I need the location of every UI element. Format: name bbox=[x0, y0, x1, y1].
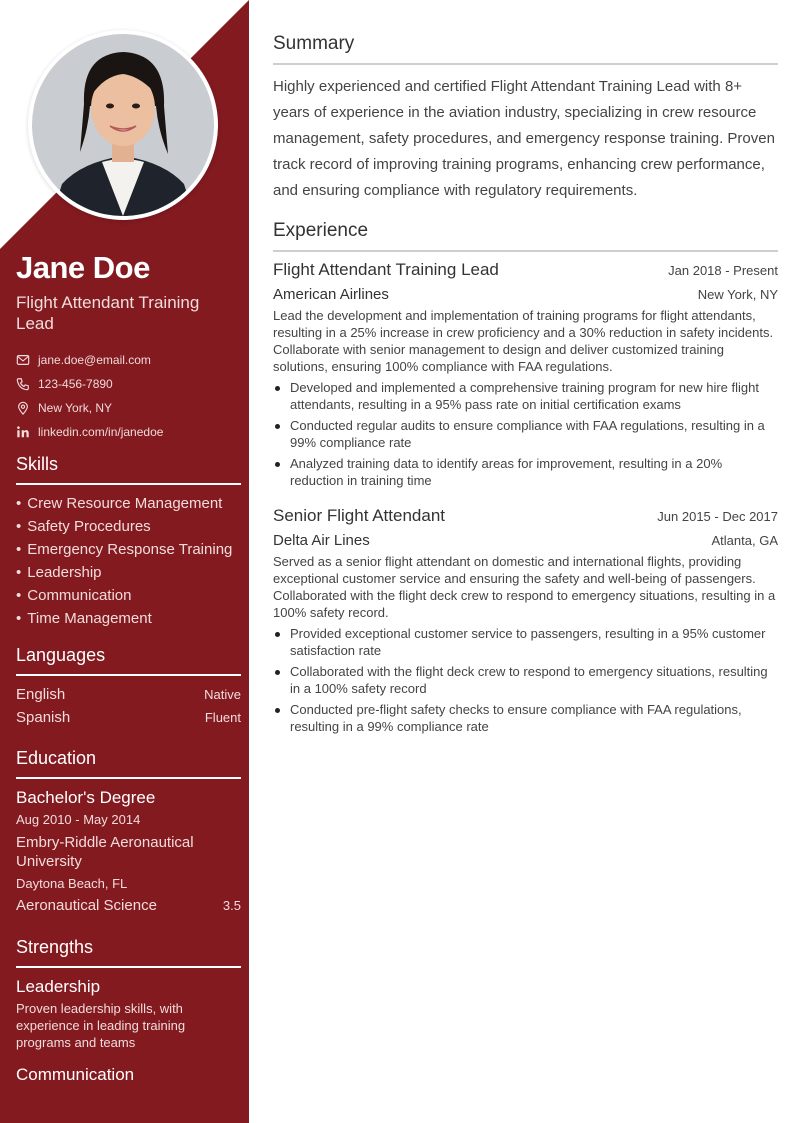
job-company: Delta Air Lines bbox=[273, 532, 370, 549]
skills-heading: Skills bbox=[16, 454, 241, 485]
job-location: New York, NY bbox=[697, 287, 778, 302]
contact-email[interactable] bbox=[16, 348, 241, 372]
job-description: Lead the development and implementation of training programs for flight attendants, resulting in a 25% increase in crew proficiency and a 30% reduction in safety incidents. Collaborate with senior management to design and deliver customized training solutions, ensuring 100% compliance with FAA regulations. bbox=[273, 308, 774, 374]
contact-email-text: jane.doe@email.com bbox=[38, 353, 151, 367]
contact-linkedin-text: linkedin.com/in/janedoe bbox=[38, 425, 164, 439]
education-location: Daytona Beach, FL bbox=[16, 876, 128, 891]
linkedin-icon bbox=[16, 425, 30, 439]
contact-linkedin[interactable] bbox=[16, 420, 241, 444]
phone-icon bbox=[16, 377, 30, 391]
contact-location-text: New York, NY bbox=[38, 401, 113, 415]
strength-description: Proven leadership skills, with experience in leading training programs and teams bbox=[16, 1001, 186, 1050]
skills-list bbox=[16, 492, 241, 630]
skill-item: • Emergency Response Training bbox=[16, 538, 241, 561]
education-field: Aeronautical Science bbox=[16, 897, 157, 914]
job-dates: Jan 2018 - Present bbox=[668, 263, 778, 278]
sidebar bbox=[0, 0, 249, 1123]
job-bullet: Collaborated with the flight deck crew to respond to emergency situations, resulting in a 100% safety record bbox=[273, 663, 778, 697]
job-bullet: Conducted regular audits to ensure compliance with FAA regulations, resulting in a 99% compliance rate bbox=[273, 417, 778, 451]
job-title: Senior Flight Attendant bbox=[273, 506, 446, 525]
job-title: Flight Attendant Training Lead bbox=[273, 260, 499, 279]
skill-item: • Crew Resource Management bbox=[16, 492, 241, 515]
language-name: Spanish bbox=[16, 709, 71, 726]
profile-photo bbox=[28, 30, 218, 220]
contact-location bbox=[16, 396, 241, 420]
skill-item: • Safety Procedures bbox=[16, 515, 241, 538]
job-location: Atlanta, GA bbox=[711, 533, 778, 548]
candidate-title: Flight Attendant Training Lead bbox=[16, 293, 200, 333]
job-description: Served as a senior flight attendant on domestic and international flights, providing exceptional customer service and ensuring the safety and well-being of passengers. Collaborated with the flight deck crew to respond to emergency situations, resulting in a 100% safety record. bbox=[273, 554, 776, 620]
job-bullets bbox=[273, 625, 778, 735]
education-heading: Education bbox=[16, 748, 241, 779]
language-row bbox=[16, 683, 241, 706]
experience-heading: Experience bbox=[273, 220, 778, 252]
summary-heading: Summary bbox=[273, 33, 778, 65]
skill-item: • Leadership bbox=[16, 561, 241, 584]
education-school: Embry-Riddle Aeronautical University bbox=[16, 834, 194, 870]
education-degree: Bachelor's Degree bbox=[16, 788, 156, 807]
strength-title: Communication bbox=[16, 1065, 135, 1084]
contact-info bbox=[16, 348, 241, 444]
experience-entry bbox=[273, 259, 778, 493]
contact-phone[interactable] bbox=[16, 372, 241, 396]
job-bullet: Developed and implemented a comprehensive training program for new hire flight attendants, resulting in a 95% pass rate on initial certification exams bbox=[273, 379, 778, 413]
language-name: English bbox=[16, 686, 66, 703]
skill-item: • Time Management bbox=[16, 607, 241, 630]
languages-heading: Languages bbox=[16, 645, 241, 676]
job-dates: Jun 2015 - Dec 2017 bbox=[657, 509, 778, 524]
strength-title: Leadership bbox=[16, 977, 101, 996]
skill-item: • Communication bbox=[16, 584, 241, 607]
language-row bbox=[16, 706, 241, 729]
job-bullet: Conducted pre-flight safety checks to ensure compliance with FAA regulations, resulting in a 99% compliance rate bbox=[273, 701, 778, 735]
education-entry bbox=[16, 787, 241, 917]
job-bullets bbox=[273, 379, 778, 489]
language-level: Fluent bbox=[204, 710, 241, 725]
envelope-icon bbox=[16, 353, 30, 367]
location-pin-icon bbox=[16, 401, 30, 415]
profile-photo-image bbox=[32, 34, 214, 216]
summary-text: Highly experienced and certified Flight Attendant Training Lead with 8+ years of experience in the aviation industry, specializing in crew resource management, safety procedures, and emergency response training. Proven track record of improving training programs, enhancing crew performance, and ensuring compliance with regulatory requirements. bbox=[273, 78, 775, 199]
job-bullet: Analyzed training data to identify areas for improvement, resulting in a 20% reduction in training time bbox=[273, 455, 778, 489]
languages-list bbox=[16, 683, 241, 729]
experience-entry bbox=[273, 505, 778, 739]
education-dates: Aug 2010 - May 2014 bbox=[16, 812, 141, 827]
language-level: Native bbox=[204, 687, 241, 702]
candidate-name: Jane Doe bbox=[16, 250, 150, 285]
education-gpa: 3.5 bbox=[222, 898, 241, 913]
strengths-heading: Strengths bbox=[16, 937, 241, 968]
education-field-row bbox=[16, 895, 241, 917]
strength-item bbox=[16, 976, 241, 1051]
job-bullet: Provided exceptional customer service to passengers, resulting in a 95% customer satisfaction rate bbox=[273, 625, 778, 659]
strength-item bbox=[16, 1064, 241, 1086]
job-company: American Airlines bbox=[273, 286, 389, 303]
contact-phone-text: 123-456-7890 bbox=[38, 377, 113, 391]
